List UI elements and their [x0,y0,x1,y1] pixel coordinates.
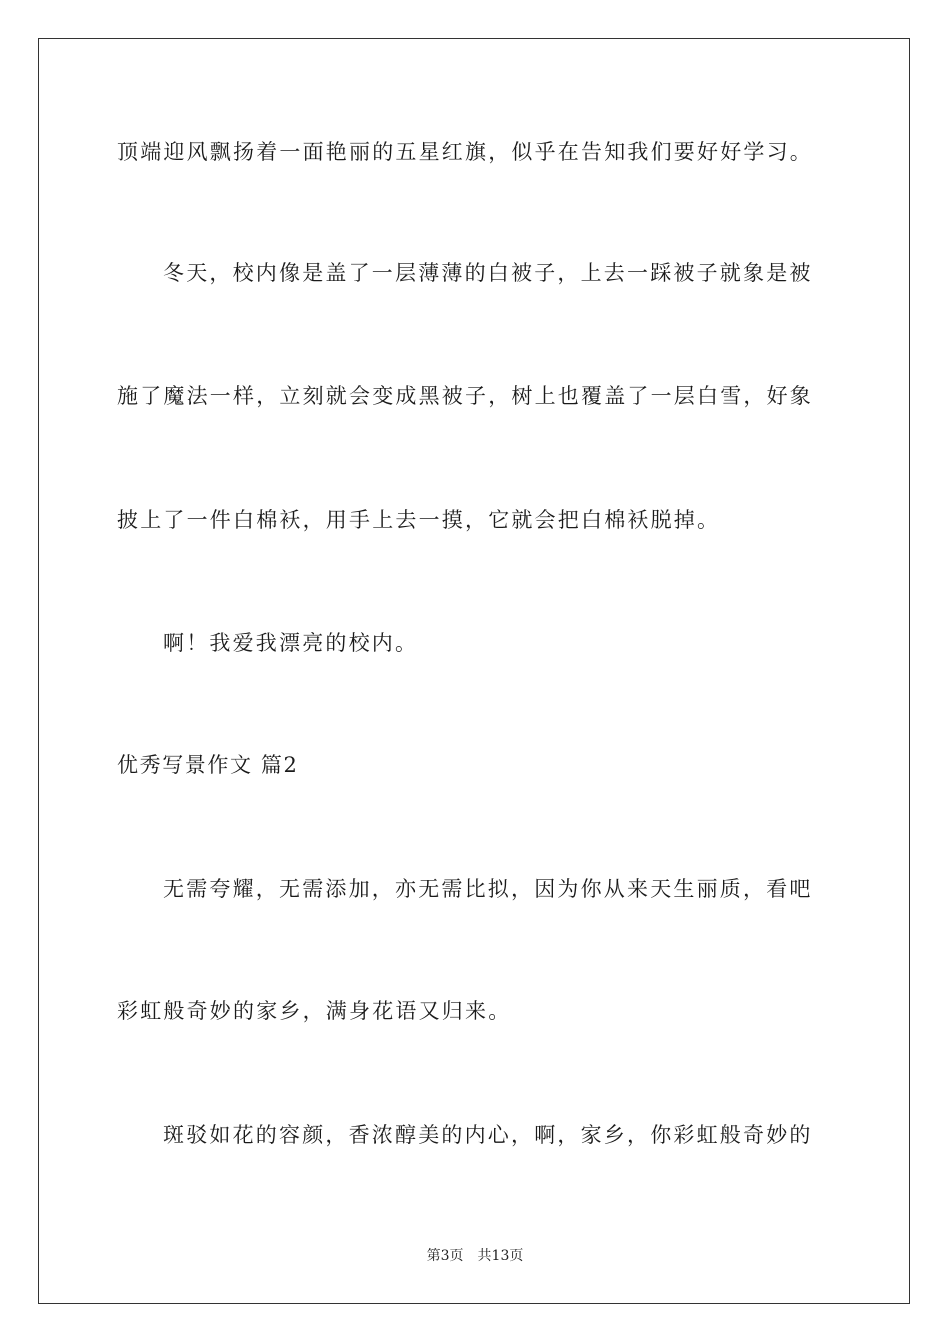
page-border [38,38,910,1304]
paragraph-line-8: 斑驳如花的容颜，香浓醇美的内心，啊，家乡，你彩虹般奇妙的 [163,1123,813,1147]
paragraph-line-2: 冬天，校内像是盖了一层薄薄的白被子，上去一踩被子就象是被 [163,261,813,285]
paragraph-line-5: 啊！我爱我漂亮的校内。 [163,631,419,655]
total-pages: 共13页 [477,1248,524,1264]
paragraph-line-3: 施了魔法一样，立刻就会变成黑被子，树上也覆盖了一层白雪，好象 [117,384,813,408]
paragraph-line-6: 无需夸耀，无需添加，亦无需比拟，因为你从来天生丽质，看吧 [163,877,813,901]
paragraph-line-4: 披上了一件白棉袄，用手上去一摸，它就会把白棉袄脱掉。 [117,508,721,532]
paragraph-line-7: 彩虹般奇妙的家乡，满身花语又归来。 [117,999,512,1023]
page-footer [0,1245,950,1265]
section-heading: 优秀写景作文 篇2 [117,753,299,777]
paragraph-line-1: 顶端迎风飘扬着一面艳丽的五星红旗，似乎在告知我们要好好学习。 [117,140,813,164]
page-number: 第3页 [426,1248,464,1264]
